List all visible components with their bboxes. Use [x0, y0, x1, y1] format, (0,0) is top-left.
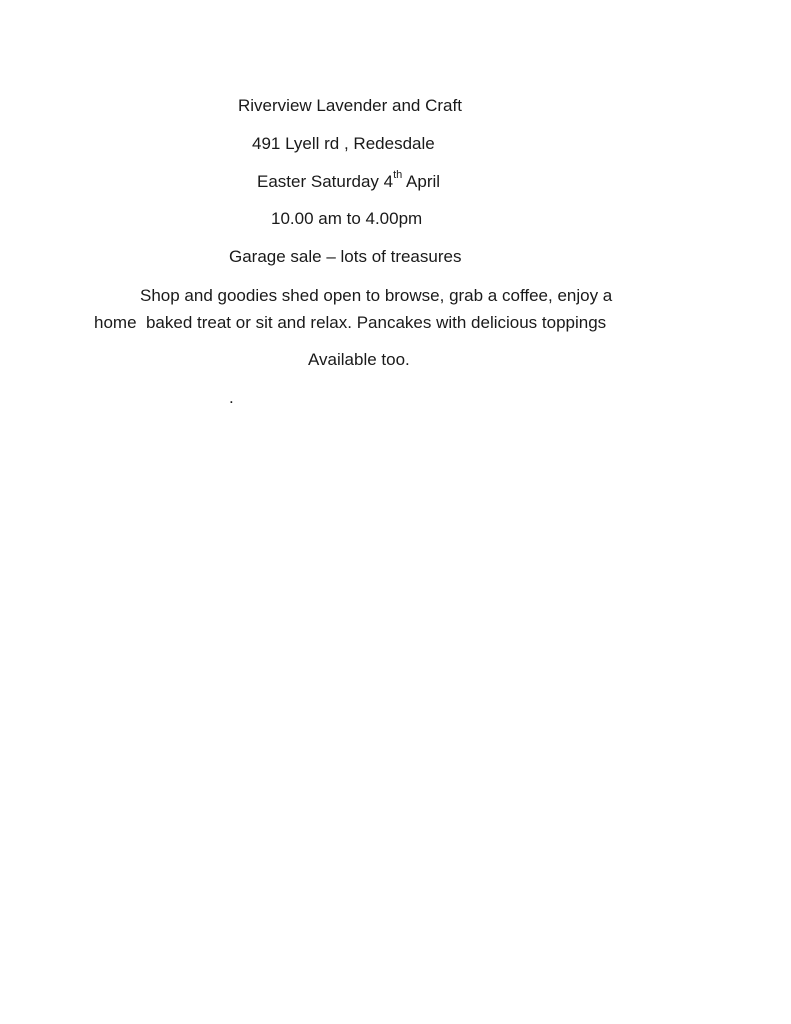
date-ordinal-suffix: th	[393, 169, 403, 182]
paragraph-line-1: Shop and goodies shed open to browse, grab a coffee, enjoy a	[140, 286, 613, 305]
document-title: Riverview Lavender and Craft	[238, 96, 462, 115]
document-hours: 10.00 am to 4.00pm	[271, 209, 423, 228]
paragraph-line-3: Available too.	[308, 350, 410, 369]
paragraph-line-2: home baked treat or sit and relax. Pancakes with delicious toppings	[94, 313, 607, 332]
document-address: 491 Lyell rd , Redesdale	[252, 134, 435, 153]
date-month: April	[402, 172, 441, 191]
date-prefix: Easter Saturday 4	[257, 172, 394, 191]
document-date	[257, 171, 440, 193]
trailing-mark: .	[229, 388, 234, 407]
document-garage-sale: Garage sale – lots of treasures	[229, 247, 462, 266]
